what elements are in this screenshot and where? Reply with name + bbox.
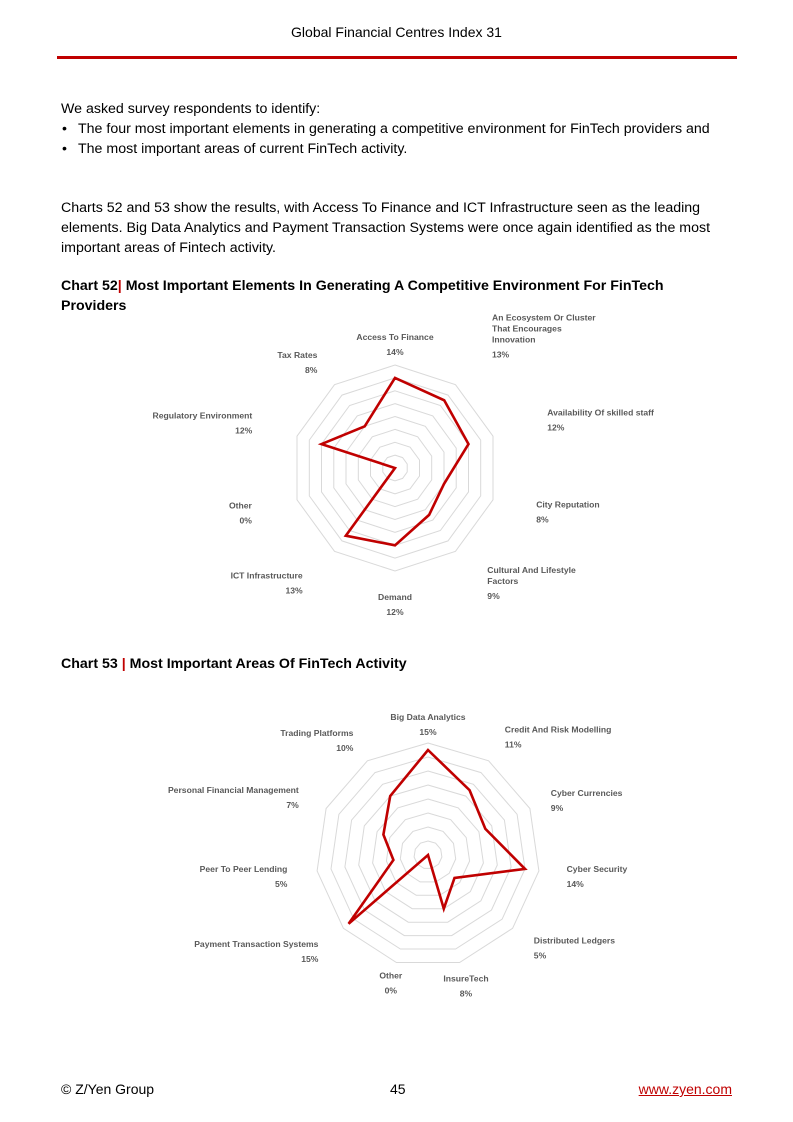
chart53-value-label: 0%: [384, 985, 398, 996]
chart53-value-label: 11%: [504, 739, 522, 750]
chart53-axis-label: InsureTech: [443, 973, 489, 984]
chart53-axis-label: Big Data Analytics: [390, 712, 466, 722]
chart52-axis-label: Availability Of skilled staff: [547, 407, 654, 418]
chart-52-heading: [61, 276, 721, 316]
chart52-axis-label: Other: [228, 500, 252, 511]
chart52-axis-label: Access To Finance: [356, 332, 434, 342]
bullet-item: • The four most important elements in generating a competitive environment for FinTech providers and: [61, 119, 733, 139]
chart53-series-line: [349, 750, 525, 924]
chart-53-separator: |: [121, 656, 126, 672]
bullet-item: • The most important areas of current FinTech activity.: [61, 139, 733, 159]
chart52-value-label: 12%: [235, 425, 253, 436]
chart53-value-label: 8%: [459, 988, 473, 999]
chart52-axis-label: City Reputation: [536, 499, 600, 510]
chart52-value-label: 12%: [386, 607, 404, 617]
chart52-value-label: 0%: [239, 515, 252, 526]
chart52-value-label: 8%: [536, 514, 549, 525]
chart-52-title: Most Important Elements In Generating A Competitive Environment For FinTech Providers: [61, 278, 664, 314]
chart52-axis-label: Factors: [487, 575, 519, 586]
chart-53-title: Most Important Areas Of FinTech Activity: [129, 656, 407, 672]
chart52-series-line: [322, 378, 469, 545]
chart53-axis-label: Personal Financial Management: [167, 785, 299, 795]
chart52-axis-label: Innovation: [492, 334, 536, 345]
chart53-value-label: 7%: [286, 800, 299, 810]
intro-text: We asked survey respondents to identify:: [61, 101, 321, 117]
chart52-axis-label: Cultural And Lifestyle: [487, 564, 576, 575]
chart53-value-label: 15%: [419, 727, 437, 737]
chart53-axis-label: Credit And Risk Modelling: [504, 724, 612, 735]
chart-53-heading: [61, 654, 721, 674]
page-number: 45: [390, 1081, 406, 1097]
chart52-value-label: 8%: [304, 365, 318, 376]
chart-52-radar: [0, 312, 793, 630]
chart52-value-label: 9%: [487, 590, 500, 601]
chart-52-separator: |: [117, 278, 122, 294]
chart53-value-label: 14%: [566, 878, 584, 889]
chart52-value-label: 13%: [285, 585, 303, 596]
chart52-value-label: 14%: [386, 347, 404, 357]
chart52-axis-label: An Ecosystem Or Cluster: [492, 312, 596, 323]
footer-website-link[interactable]: www.zyen.com: [638, 1081, 732, 1097]
chart52-value-label: 12%: [547, 422, 565, 433]
chart-53-radar: [0, 700, 793, 1000]
chart53-axis-label: Other: [379, 970, 403, 981]
chart-52-label: Chart 52: [61, 278, 118, 294]
chart52-axis-label: ICT Infrastructure: [230, 570, 303, 581]
chart53-value-label: 5%: [533, 950, 547, 961]
chart53-axis-label: Cyber Security: [566, 863, 628, 874]
summary-paragraph: Charts 52 and 53 show the results, with Access To Finance and ICT Infrastructure seen as the leading elements. Big Data Analytics and Payment Transaction Systems were once again identified as the most important areas of Fintech activity.: [61, 200, 711, 256]
chart52-value-label: 13%: [492, 349, 510, 360]
chart52-axis-label: Tax Rates: [277, 350, 318, 361]
chart-53-label: Chart 53: [61, 656, 118, 672]
bullet-list: [61, 119, 733, 159]
chart53-axis-label: Peer To Peer Lending: [199, 864, 288, 875]
chart53-axis-label: Cyber Currencies: [550, 787, 623, 798]
chart53-axis-label: Payment Transaction Systems: [194, 939, 319, 949]
chart53-value-label: 5%: [274, 879, 288, 890]
chart52-axis-label: Regulatory Environment: [152, 410, 253, 421]
chart53-grid-ring: [317, 743, 539, 963]
footer-copyright: © Z/Yen Group: [61, 1081, 155, 1097]
header-rule: [57, 56, 737, 59]
running-header: Global Financial Centres Index 31: [291, 24, 502, 40]
chart53-axis-label: Trading Platforms: [280, 727, 354, 738]
chart52-axis-label: That Encourages: [492, 323, 562, 334]
chart52-axis-label: Demand: [378, 592, 412, 602]
chart53-value-label: 15%: [301, 954, 319, 964]
chart53-value-label: 10%: [336, 742, 354, 753]
chart53-axis-label: Distributed Ledgers: [533, 935, 615, 946]
chart53-value-label: 9%: [550, 802, 564, 813]
